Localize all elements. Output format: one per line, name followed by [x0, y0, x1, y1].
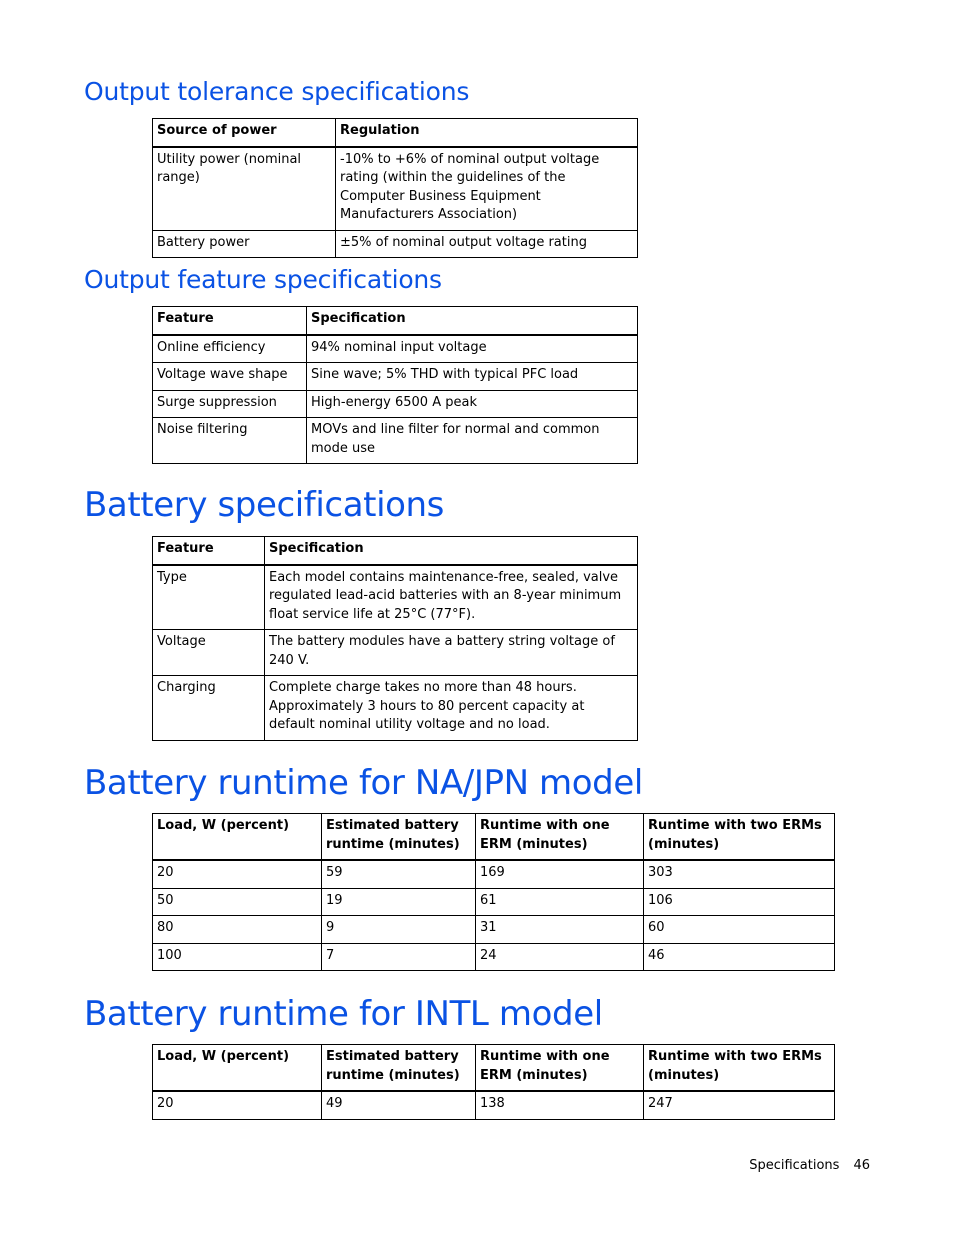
table-cell: 94% nominal input voltage — [307, 335, 638, 363]
column-header: Runtime with two ERMs (minutes) — [644, 1045, 835, 1092]
table-row — [153, 147, 638, 231]
column-header: Runtime with two ERMs (minutes) — [644, 814, 835, 861]
table-cell: Sine wave; 5% THD with typical PFC load — [307, 363, 638, 391]
table-cell: 61 — [476, 888, 644, 916]
table-cell: 50 — [153, 888, 322, 916]
table-cell: Utility power (nominal range) — [153, 147, 336, 231]
table-row — [153, 390, 638, 418]
column-header: Source of power — [153, 119, 336, 147]
column-header: Specification — [307, 307, 638, 335]
table-cell: 9 — [322, 916, 476, 944]
table-row — [153, 230, 638, 258]
column-header: Runtime with one ERM (minutes) — [476, 1045, 644, 1092]
table-row — [153, 630, 638, 676]
table-row — [153, 943, 835, 971]
table-cell: 80 — [153, 916, 322, 944]
table-cell: 100 — [153, 943, 322, 971]
table-cell: Charging — [153, 676, 265, 741]
table-row — [153, 363, 638, 391]
table-cell: 7 — [322, 943, 476, 971]
table-cell: Complete charge takes no more than 48 hours. Approximately 3 hours to 80 percent capacity at default nominal utility voltage and no load. — [265, 676, 638, 741]
column-header: Load, W (percent) — [153, 814, 322, 861]
table-cell: 24 — [476, 943, 644, 971]
table-row — [153, 676, 638, 741]
table-cell: 106 — [644, 888, 835, 916]
table-cell: Each model contains maintenance-free, sealed, valve regulated lead-acid batteries with an 8-year minimum float service life at 25°C (77°F). — [265, 565, 638, 630]
table-cell: 169 — [476, 860, 644, 888]
table-row — [153, 860, 835, 888]
table-cell: ±5% of nominal output voltage rating — [336, 230, 638, 258]
table-cell: 138 — [476, 1091, 644, 1119]
table-cell: Type — [153, 565, 265, 630]
table-cell: The battery modules have a battery string voltage of 240 V. — [265, 630, 638, 676]
table-row — [153, 418, 638, 464]
table-cell: 247 — [644, 1091, 835, 1119]
table-cell: MOVs and line filter for normal and common mode use — [307, 418, 638, 464]
table-row — [153, 916, 835, 944]
column-header: Estimated battery runtime (minutes) — [322, 1045, 476, 1092]
table-cell: Surge suppression — [153, 390, 307, 418]
column-header: Feature — [153, 537, 265, 565]
table-cell: Voltage — [153, 630, 265, 676]
column-header: Regulation — [336, 119, 638, 147]
table-row — [153, 565, 638, 630]
table-cell: 20 — [153, 1091, 322, 1119]
table-cell: 31 — [476, 916, 644, 944]
page-number: 46 — [853, 1158, 870, 1173]
runtime-intl-table — [152, 1044, 835, 1120]
column-header: Feature — [153, 307, 307, 335]
table-cell: 49 — [322, 1091, 476, 1119]
table-cell: 19 — [322, 888, 476, 916]
page-footer — [749, 1158, 870, 1173]
output-feature-table — [152, 306, 638, 464]
table-row — [153, 888, 835, 916]
table-cell: 60 — [644, 916, 835, 944]
table-cell: 59 — [322, 860, 476, 888]
table-cell: -10% to +6% of nominal output voltage rating (within the guidelines of the Computer Business Equipment Manufacturers Association) — [336, 147, 638, 231]
table-cell: Noise filtering — [153, 418, 307, 464]
table-cell: 303 — [644, 860, 835, 888]
table-row — [153, 335, 638, 363]
output-tolerance-table — [152, 118, 638, 258]
section-title-battery-specs: Battery specifications — [84, 485, 444, 525]
section-title-output-feature: Output feature specifications — [84, 265, 442, 294]
column-header: Estimated battery runtime (minutes) — [322, 814, 476, 861]
section-title-runtime-na-jpn: Battery runtime for NA/JPN model — [84, 763, 643, 803]
table-cell: Online efficiency — [153, 335, 307, 363]
table-cell: Voltage wave shape — [153, 363, 307, 391]
table-cell: 20 — [153, 860, 322, 888]
section-title-output-tolerance: Output tolerance specifications — [84, 77, 470, 106]
column-header: Load, W (percent) — [153, 1045, 322, 1092]
runtime-na-jpn-table — [152, 813, 835, 971]
footer-section-name: Specifications — [749, 1158, 840, 1173]
section-title-runtime-intl: Battery runtime for INTL model — [84, 994, 603, 1034]
battery-specs-table — [152, 536, 638, 741]
table-row — [153, 1091, 835, 1119]
table-cell: High-energy 6500 A peak — [307, 390, 638, 418]
table-cell: Battery power — [153, 230, 336, 258]
column-header: Runtime with one ERM (minutes) — [476, 814, 644, 861]
table-cell: 46 — [644, 943, 835, 971]
column-header: Specification — [265, 537, 638, 565]
